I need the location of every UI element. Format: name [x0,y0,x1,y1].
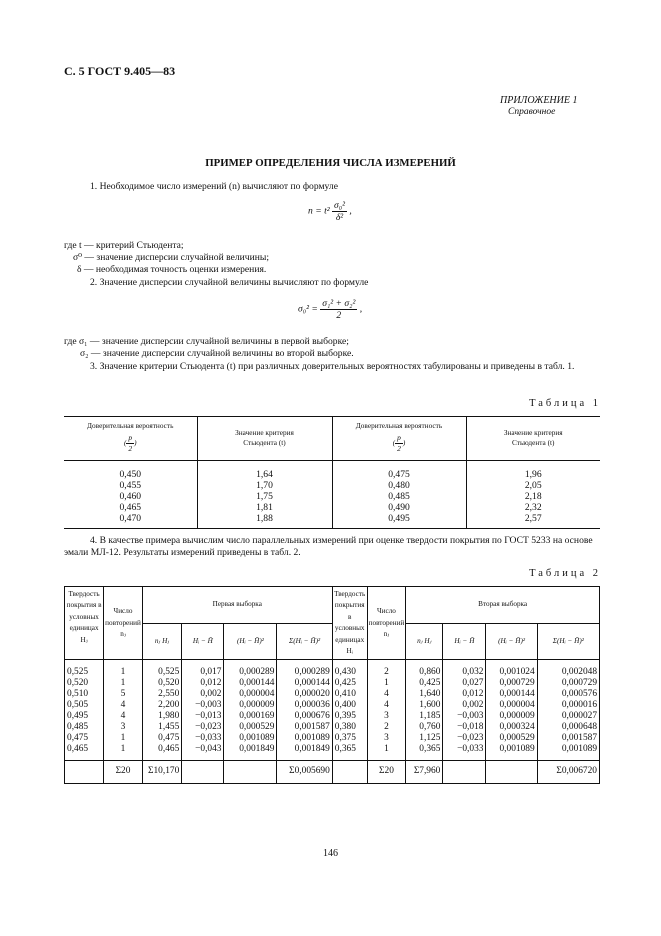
t2-cell: 1,980 [142,711,181,722]
t2-cell: 0,365 [406,744,443,761]
t2-sum-cell [224,761,277,784]
t2-sum-cell: Σ10,170 [142,761,181,784]
t2-row [65,660,600,679]
t2-cell: 0,000289 [224,660,277,679]
t2-cell: 1 [104,744,143,761]
t1-row [64,480,600,491]
t1-cell: 2,05 [466,480,600,491]
t2-cell: −0,033 [182,733,224,744]
t1-cell: 0,475 [332,461,466,481]
t1-cell: 1,70 [197,480,332,491]
t2-cell: 1 [104,660,143,679]
t2-sum-row [65,761,600,784]
t2-cell: 0,520 [65,678,104,689]
t2-cell: 0,000027 [537,711,599,722]
t2-cell: 0,000676 [277,711,332,722]
t2-cell: 1 [104,678,143,689]
t2-cell: 0,012 [182,678,224,689]
t2-cell: 0,525 [65,660,104,679]
t2-sum-cell [443,761,486,784]
t2-cell: 4 [367,689,406,700]
appendix-subtitle: Справочное [508,107,556,117]
t2-cell: 0,425 [332,678,367,689]
t2-sub-dev-2: Hᵢ − H̄ [443,623,486,660]
t2-sum-cell [182,761,224,784]
t2-cell: −0,003 [182,700,224,711]
t2-cell: 0,017 [182,660,224,679]
t2-sum-cell: Σ20 [367,761,406,784]
t2-cell: 0,000144 [277,678,332,689]
t2-cell: 0,032 [443,660,486,679]
t2-cell: 0,425 [406,678,443,689]
t2-cell: 0,365 [332,744,367,761]
t2-cell: 4 [104,711,143,722]
t1-cell: 0,450 [119,469,142,480]
t2-sub-sum-2: Σ(Hᵢ − H̄)² [537,623,599,660]
t2-sum-cell [332,761,367,784]
t1-cell: 0,465 [119,502,142,513]
t2-cell: 0,002 [443,700,486,711]
t2-cell: 0,400 [332,700,367,711]
t2-cell: 0,000324 [486,722,537,733]
t2-cell: 0,375 [332,733,367,744]
t2-sub-dev-1: Hᵢ − H̄ [182,623,224,660]
t2-cell: 2,200 [142,700,181,711]
t2-cell: −0,043 [182,744,224,761]
t2-cell: 4 [104,700,143,711]
t2-header-group-1: Первая выборка [142,587,332,624]
t1-header-student-2: Значение критерия Стьюдента (t) [466,417,600,461]
t2-sum-cell: Σ7,960 [406,761,443,784]
table-2 [64,586,600,784]
t2-cell: 1 [104,733,143,744]
t1-header-student-1: Значение критерия Стьюдента (t) [197,417,332,461]
t2-row [65,689,600,700]
t1-row [64,513,600,529]
table-2-caption: Таблица 2 [529,568,601,579]
t2-cell: 0,001089 [537,744,599,761]
t2-cell: 0,027 [443,678,486,689]
where-1-line-1: где t — критерий Стьюдента; [64,240,184,251]
t2-cell: 0,002048 [537,660,599,679]
t2-cell: 0,000144 [224,678,277,689]
t1-cell: 0,490 [332,502,466,513]
t2-row [65,744,600,761]
t1-cell: 0,480 [332,480,466,491]
t2-cell: 0,000004 [224,689,277,700]
t2-cell: 1 [367,678,406,689]
t2-sum-cell: Σ0,006720 [537,761,599,784]
t2-cell: 0,001089 [486,744,537,761]
t1-row [64,491,600,502]
t1-row [64,461,600,481]
t2-cell: 0,495 [65,711,104,722]
paragraph-2: 2. Значение дисперсии случайной величины вычисляют по формуле [90,277,369,288]
t2-cell: −0,023 [182,722,224,733]
t2-cell: 1,455 [142,722,181,733]
paragraph-4: 4. В качестве примера вычислим число параллельных измерений при оценке твердости покрытия по ГОСТ 5233 на основе эмали МЛ-12. Результаты измерений приведены в табл. 2. [64,535,593,559]
t2-cell: 0,002 [182,689,224,700]
t1-header-prob-2: Доверительная вероятность ( $\frac{p}{2}$ ) [332,417,466,461]
t2-row [65,678,600,689]
paragraph-3: 3. Значение критерии Стьюдента (t) при различных доверительных вероятностях табулированы и приведены в табл. 1. [90,361,575,372]
t1-cell: 1,88 [197,513,332,529]
t2-cell: 3 [367,733,406,744]
t2-cell: 0,000529 [486,733,537,744]
t2-cell: −0,023 [443,733,486,744]
t2-cell: 0,000169 [224,711,277,722]
t2-cell: 0,000036 [277,700,332,711]
where-2-line-2: σ₂ — значение дисперсии случайной величины во второй выборке. [80,348,354,359]
t2-cell: 2 [367,722,406,733]
t2-cell: 0,430 [332,660,367,679]
page-header: С. 5 ГОСТ 9.405—83 [64,64,176,78]
t2-cell: 0,000729 [537,678,599,689]
t2-cell: 0,001089 [277,733,332,744]
formula-1: n = t² $\frac{\text{σ₀²}}{\text{δ²}}$ , [308,200,352,223]
t1-cell: 1,75 [197,491,332,502]
t2-cell: 0,475 [142,733,181,744]
t2-cell: 0,000020 [277,689,332,700]
t2-cell: 0,001587 [537,733,599,744]
t2-sum-cell: Σ20 [104,761,143,784]
t2-header-count-1: Число повторений nⱼ [104,587,143,660]
t2-row [65,700,600,711]
t2-cell: 0,475 [65,733,104,744]
t2-cell: 0,485 [65,722,104,733]
where-1-line-2: σ⁰ — значение дисперсии случайной величины; [73,252,269,263]
t2-cell: 0,000004 [486,700,537,711]
t2-header-hardness-2: Твердость покрытия в условных единицах Hᵢ [332,587,367,660]
t2-header-group-2: Вторая выборка [406,587,600,624]
t1-header-prob-1: Доверительная вероятность ( $\frac{p}{2}$ ) [64,417,197,461]
t1-cell: 0,495 [332,513,466,529]
t1-cell: 0,455 [119,480,142,491]
t2-sum-cell [65,761,104,784]
t2-sub-nh-2: nⱼ Hⱼ [406,623,443,660]
t2-cell: 0,000144 [486,689,537,700]
t2-cell: 0,001587 [277,722,332,733]
t2-row [65,711,600,722]
t2-cell: 3 [367,711,406,722]
t2-cell: 0,000729 [486,678,537,689]
t2-cell: 0,510 [65,689,104,700]
t2-cell: −0,013 [182,711,224,722]
t2-header-count-2: Число повторений nⱼ [367,587,406,660]
t2-cell: 0,001024 [486,660,537,679]
t1-cell: 2,32 [466,502,600,513]
t1-cell: 0,460 [119,491,142,502]
t2-cell: 1,125 [406,733,443,744]
t2-cell: 0,000529 [224,722,277,733]
t1-cell: 1,64 [197,461,332,481]
paragraph-1: 1. Необходимое число измерений (n) вычисляют по формуле [90,181,338,192]
t2-cell: 0,505 [65,700,104,711]
t2-cell: 0,520 [142,678,181,689]
t1-cell: 0,470 [64,513,197,529]
t2-sub-sum-1: Σ(Hᵢ − H̄)² [277,623,332,660]
t1-row [64,502,600,513]
t2-cell: 0,000648 [537,722,599,733]
table-1 [64,416,600,529]
t1-cell: 2,57 [466,513,600,529]
t2-sum-cell [486,761,537,784]
t1-cell: 1,81 [197,502,332,513]
t2-cell: 0,000016 [537,700,599,711]
t2-cell: 1,600 [406,700,443,711]
t2-cell: 0,410 [332,689,367,700]
t2-cell: 0,525 [142,660,181,679]
t2-cell: 0,000009 [224,700,277,711]
where-1-line-3: δ — необходимая точность оценки измерения. [77,264,267,275]
t1-cell: 1,96 [466,461,600,481]
page-number: 146 [323,848,338,859]
t2-sum-cell: Σ0,005690 [277,761,332,784]
t1-cell: 0,485 [332,491,466,502]
t2-cell: 0,000289 [277,660,332,679]
t2-cell: 0,001849 [224,744,277,761]
t2-cell: 0,380 [332,722,367,733]
appendix-title: ПРИЛОЖЕНИЕ 1 [500,95,578,106]
table-1-caption: Таблица 1 [529,398,601,409]
t2-cell: 0,000576 [537,689,599,700]
t2-cell: 0,001849 [277,744,332,761]
where-2-line-1: где σ₁ — значение дисперсии случайной величины в первой выборке; [64,336,349,347]
t2-sub-sq-2: (Hᵢ − H̄)² [486,623,537,660]
t2-cell: 0,012 [443,689,486,700]
formula-2: σ₀² = $\frac{\text{σ₁² + σ₂²}}{2}$ , [298,298,363,321]
t2-cell: 0,395 [332,711,367,722]
t2-sub-sq-1: (Hᵢ − H̄)² [224,623,277,660]
t2-cell: 0,760 [406,722,443,733]
section-title: ПРИМЕР ОПРЕДЕЛЕНИЯ ЧИСЛА ИЗМЕРЕНИЙ [205,157,456,169]
t2-cell: 0,465 [142,744,181,761]
t2-cell: 0,000009 [486,711,537,722]
t2-cell: 1 [367,744,406,761]
t2-cell: 0,860 [406,660,443,679]
t2-sub-nh-1: nⱼ Hⱼ [142,623,181,660]
t2-cell: −0,033 [443,744,486,761]
t2-cell: 2 [367,660,406,679]
t2-cell: 3 [104,722,143,733]
t2-cell: 2,550 [142,689,181,700]
t2-cell: 1,185 [406,711,443,722]
t2-row [65,733,600,744]
t2-cell: 5 [104,689,143,700]
t2-cell: −0,003 [443,711,486,722]
t1-cell: 2,18 [466,491,600,502]
t2-cell: 0,001089 [224,733,277,744]
t2-cell: −0,018 [443,722,486,733]
t2-row [65,722,600,733]
t2-cell: 0,465 [65,744,104,761]
t2-cell: 1,640 [406,689,443,700]
t2-header-hardness-1: Твердость покрытия в условных единицах Hⱼ [65,587,104,660]
t2-cell: 4 [367,700,406,711]
